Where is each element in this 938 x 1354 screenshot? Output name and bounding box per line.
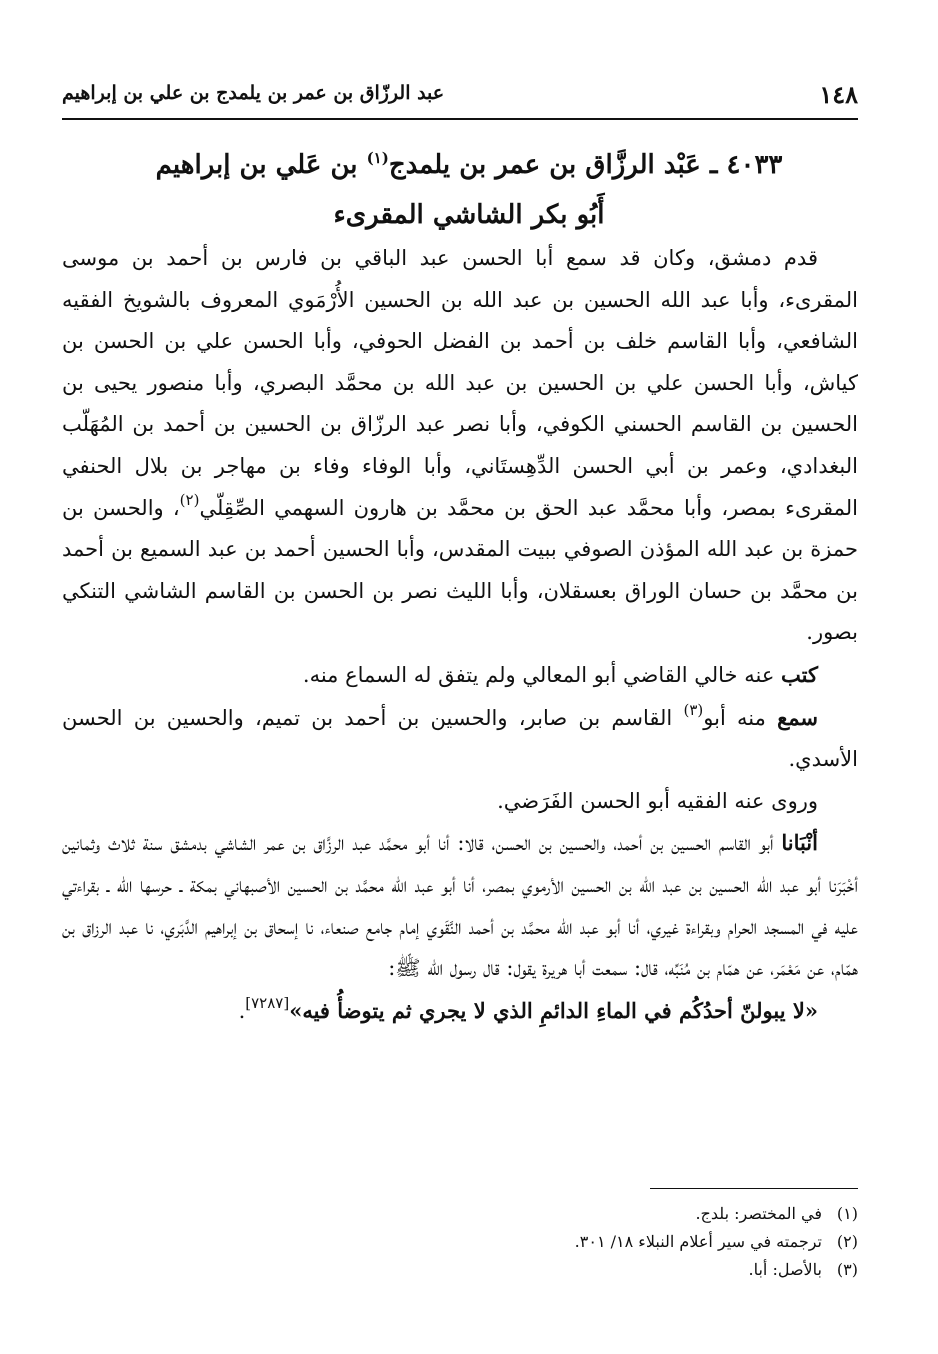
hadith-end: .	[238, 998, 246, 1023]
entry-body	[62, 238, 858, 1032]
paragraph-teachers	[62, 238, 858, 654]
footnote-text: بالأصل: أبا.	[748, 1260, 822, 1279]
footnote-text: في المختصر: بلدج.	[695, 1204, 822, 1223]
paragraph-narrated: وروى عنه الفقيه أبو الحسن الفَرَضي.	[497, 788, 818, 813]
entry-kunya: أَبُو بكر الشاشي المقرىء	[333, 200, 605, 230]
teachers-text-a: قدم دمشق، وكان قد سمع أبا الحسن عبد الباقي بن فارس بن أحمد بن موسى المقرىء، وأبا عبد الله الحسين بن عبد الله بن الحسين الأُرْمَوي المعروف بالشويخ الفقيه الشافعي، وأبا القاسم خلف بن أحمد بن الفضل الحوفي، وأبا الحسن علي بن الحسن بن كياش، وأبا الحسن علي بن الحسين بن عبد الله بن محمَّد البصري، وأبا منصور يحيى بن الحسين بن القاسم الحسني الكوفي، وأبا نصر عبد الرزّاق بن الحسين بن أحمد بن المُهَلّب البغدادي، وعمر بن أبي الحسن الدِّهِستَاني، وأبا الوفاء وفاء بن مهاجر بن بلال الحنفي المقرىء بمصر، وأبا محمَّد عبد الحق بن محمَّد بن هارون السهمي الصِّقِلّي	[62, 246, 859, 520]
footnote-ref-3: (٣)	[683, 700, 704, 719]
entry-name: ٤٠٣٣ ـ عَبْد الرزَّاق بن عمر بن يلمدج	[388, 150, 783, 180]
footnote-number: (٢)	[836, 1232, 858, 1251]
entry-heading-line-1	[70, 140, 868, 190]
paragraph-wrote	[62, 654, 858, 697]
heard-text-a: منه أبو	[703, 705, 778, 730]
footnote-text: ترجمته في سير أعلام النبلاء ١٨/ ٣٠١.	[574, 1232, 822, 1251]
keyword-informed: أنْبَانا	[781, 830, 818, 856]
paragraph-isnad	[62, 822, 858, 989]
wrote-text: عنه خالي القاضي أبو المعالي ولم يتفق له السماع منه.	[302, 662, 782, 687]
entry-heading	[70, 140, 868, 240]
page-number: ١٤٨	[819, 80, 858, 109]
footnote-number: (٣)	[836, 1260, 858, 1279]
isnad-text: أبو القاسم الحسين بن أحمد، والحسين بن الحسن، قالا: أنا أبو محمَّد عبد الرزَّاق بن عمر الشاشي بدمشق سنة ثلاث وثمانين أخْبَرَنا أبو عبد الله الحسين بن عبد الله بن الحسين الأرموي بمصر، أنا أبو عبد الله محمَّد بن الحسين الأصبهاني بمكة ـ حرسها الله ـ بقراءتي عليه في المسجد الحرام وبقراءة غيري، أنا أبو عبد الله محمَّد بن أحمد النَّقَوي إمام جامع صنعاء، نا إسحاق بن إبراهيم الدَّبَري، نا عبد الرزاق بن همّام، عن مَعْمَر، عن همّام بن مُنَبِّه، قال: سمعت أبا هريرة يقول: قال رسول الله ﷺ:	[62, 831, 858, 981]
running-header	[62, 76, 858, 116]
paragraph-hadith	[62, 990, 858, 1033]
footnote-number: (١)	[836, 1204, 858, 1223]
footnote-rule	[650, 1188, 858, 1189]
keyword-wrote: كتب	[781, 661, 818, 687]
header-rule	[62, 118, 858, 120]
heard-text-b: القاسم بن صابر، والحسين بن أحمد بن تميم، والحسين بن الحسن الأسدي.	[62, 705, 858, 772]
paragraph-heard	[62, 697, 858, 781]
running-title: عبد الرزّاق بن عمر بن يلمدج بن علي بن إبراهيم	[62, 82, 445, 104]
footnote-2	[62, 1228, 858, 1256]
entry-name-rest: بن عَلي بن إبراهيم	[155, 150, 367, 180]
footnote-3	[62, 1256, 858, 1284]
footnote-ref-1: (١)	[366, 149, 389, 167]
hadith-text: «لا يبولنّ أحدُكُم في الماءِ الدائمِ الذي لا يجري ثم يتوضأُ فيه»	[289, 997, 818, 1023]
footnotes	[62, 1200, 858, 1284]
hadith-number: [٧٢٨٧]	[245, 993, 290, 1012]
footnote-ref-2: (٢)	[179, 490, 200, 509]
footnote-1	[62, 1200, 858, 1228]
teachers-text-b: ، والحسن بن حمزة بن عبد الله المؤذن الصوفي ببيت المقدس، وأبا الحسين أحمد بن عبد السميع بن أحمد بن محمَّد بن حسان الوراق بعسقلان، وأبا الليث نصر بن الحسن بن القاسم الشاشي التنكي بصور.	[62, 495, 858, 645]
keyword-heard: سمع	[777, 704, 818, 730]
